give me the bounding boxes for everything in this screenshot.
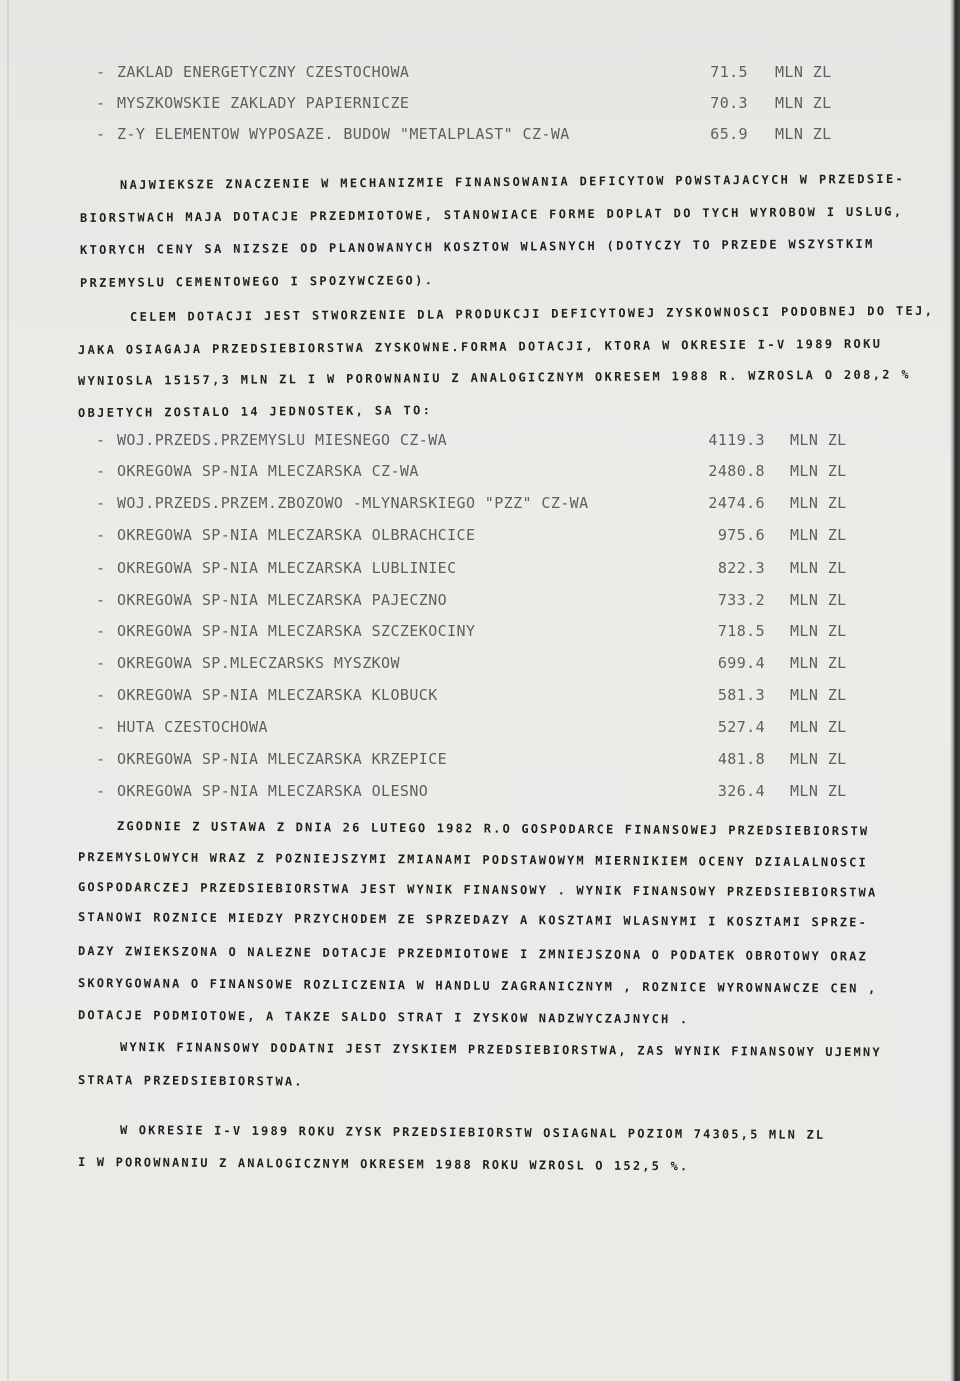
paragraph-line: SKORYGOWANA O FINANSOWE ROZLICZENIA W HANDLU ZAGRANICZNYM , ROZNICE WYROWNAWCZE CEN , bbox=[77, 976, 878, 996]
subsidized-unit-row bbox=[0, 559, 960, 577]
amount-value: 699.4 bbox=[717, 654, 765, 672]
unit-name: OKREGOWA SP-NIA MLECZARSKA OLESNO bbox=[117, 782, 429, 800]
enterprise-row bbox=[0, 63, 960, 81]
amount-unit: MLN ZL bbox=[790, 591, 847, 609]
amount-value: 733.2 bbox=[717, 591, 765, 609]
subsidized-unit-row bbox=[0, 654, 960, 672]
paragraph-line: STRATA PRZEDSIEBIORSTWA. bbox=[77, 1073, 304, 1089]
unit-name: HUTA CZESTOCHOWA bbox=[117, 718, 268, 736]
amount-unit: MLN ZL bbox=[790, 782, 847, 800]
row-dash-marker: - bbox=[96, 431, 106, 449]
paragraph-line: OBJETYCH ZOSTALO 14 JEDNOSTEK, SA TO: bbox=[77, 403, 433, 420]
amount-value: 71.5 bbox=[710, 63, 748, 81]
unit-name: OKREGOWA SP-NIA MLECZARSKA PAJECZNO bbox=[117, 591, 448, 609]
subsidized-unit-row bbox=[0, 750, 960, 768]
amount-unit: MLN ZL bbox=[775, 94, 832, 112]
unit-name: OKREGOWA SP-NIA MLECZARSKA KLOBUCK bbox=[117, 686, 438, 704]
paragraph-line: W OKRESIE I-V 1989 ROKU ZYSK PRZEDSIEBIORSTW OSIAGNAL POZIOM 74305,5 MLN ZL bbox=[119, 1123, 826, 1142]
paragraph-line: DOTACJE PODMIOTOWE, A TAKZE SALDO STRAT I ZYSKOW NADZWYCZAJNYCH . bbox=[77, 1008, 690, 1027]
paragraph-line: STANOWI ROZNICE MIEDZY PRZYCHODEM ZE SPRZEDAZY A KOSZTAMI WLASNYMI I KOSZTAMI SPRZE- bbox=[77, 910, 869, 930]
paragraph-line: JAKA OSIAGAJA PRZEDSIEBIORSTWA ZYSKOWNE.FORMA DOTACJI, KTORA W OKRESIE I-V 1989 ROKU bbox=[77, 336, 883, 357]
subsidized-unit-row bbox=[0, 462, 960, 480]
subsidized-unit-row bbox=[0, 494, 960, 512]
amount-unit: MLN ZL bbox=[790, 718, 847, 736]
row-dash-marker: - bbox=[96, 686, 106, 704]
paragraph-line: PRZEMYSLOWYCH WRAZ Z POZNIEJSZYMI ZMIANAMI PODSTAWOWYM MIERNIKIEM OCENY DZIALALNOSCI bbox=[77, 850, 869, 870]
unit-name: OKREGOWA SP-NIA MLECZARSKA KRZEPICE bbox=[117, 750, 448, 768]
enterprise-row bbox=[0, 94, 960, 112]
row-dash-marker: - bbox=[96, 94, 106, 112]
amount-value: 822.3 bbox=[717, 559, 765, 577]
paragraph-line: WYNIOSLA 15157,3 MLN ZL I W POROWNANIU Z ANALOGICZNYM OKRESEM 1988 R. WZROSLA O 208,2 % bbox=[77, 367, 912, 388]
amount-value: 70.3 bbox=[710, 94, 748, 112]
row-dash-marker: - bbox=[96, 654, 106, 672]
amount-unit: MLN ZL bbox=[790, 622, 847, 640]
row-dash-marker: - bbox=[96, 494, 106, 512]
amount-value: 65.9 bbox=[710, 125, 748, 143]
paragraph-line: NAJWIEKSZE ZNACZENIE W MECHANIZMIE FINANSOWANIA DEFICYTOW POWSTAJACYCH W PRZEDSIE- bbox=[119, 171, 906, 192]
amount-unit: MLN ZL bbox=[790, 686, 847, 704]
subsidized-unit-row bbox=[0, 431, 960, 449]
row-dash-marker: - bbox=[96, 750, 106, 768]
subsidized-unit-row bbox=[0, 591, 960, 609]
enterprise-name: Z-Y ELEMENTOW WYPOSAZE. BUDOW "METALPLAST" CZ-WA bbox=[117, 125, 570, 143]
amount-value: 2474.6 bbox=[708, 494, 765, 512]
amount-unit: MLN ZL bbox=[775, 125, 832, 143]
row-dash-marker: - bbox=[96, 559, 106, 577]
row-dash-marker: - bbox=[96, 591, 106, 609]
amount-unit: MLN ZL bbox=[790, 654, 847, 672]
amount-value: 581.3 bbox=[717, 686, 765, 704]
amount-value: 326.4 bbox=[717, 782, 765, 800]
paragraph-line: BIORSTWACH MAJA DOTACJE PRZEDMIOTOWE, STANOWIACE FORME DOPLAT DO TYCH WYROBOW I USLUG, bbox=[79, 204, 904, 225]
paragraph-line: CELEM DOTACJI JEST STWORZENIE DLA PRODUKCJI DEFICYTOWEJ ZYSKOWNOSCI PODOBNEJ DO TEJ, bbox=[129, 303, 935, 324]
amount-unit: MLN ZL bbox=[790, 526, 847, 544]
amount-value: 527.4 bbox=[717, 718, 765, 736]
unit-name: OKREGOWA SP.MLECZARSKS MYSZKOW bbox=[117, 654, 400, 672]
row-dash-marker: - bbox=[96, 622, 106, 640]
amount-value: 481.8 bbox=[717, 750, 765, 768]
subsidized-unit-row bbox=[0, 686, 960, 704]
subsidized-unit-row bbox=[0, 718, 960, 736]
amount-value: 4119.3 bbox=[708, 431, 765, 449]
paragraph-line: ZGODNIE Z USTAWA Z DNIA 26 LUTEGO 1982 R.O GOSPODARCE FINANSOWEJ PRZEDSIEBIORSTW bbox=[116, 819, 870, 839]
paragraph-line: WYNIK FINANSOWY DODATNI JEST ZYSKIEM PRZEDSIEBIORSTWA, ZAS WYNIK FINANSOWY UJEMNY bbox=[119, 1040, 882, 1060]
row-dash-marker: - bbox=[96, 63, 106, 81]
paragraph-line: DAZY ZWIEKSZONA O NALEZNE DOTACJE PRZEDMIOTOWE I ZMNIEJSZONA O PODATEK OBROTOWY ORAZ bbox=[77, 944, 869, 964]
unit-name: OKREGOWA SP-NIA MLECZARSKA OLBRACHCICE bbox=[117, 526, 476, 544]
amount-unit: MLN ZL bbox=[790, 462, 847, 480]
amount-unit: MLN ZL bbox=[790, 431, 847, 449]
row-dash-marker: - bbox=[96, 782, 106, 800]
amount-unit: MLN ZL bbox=[775, 63, 832, 81]
unit-name: OKREGOWA SP-NIA MLECZARSKA SZCZEKOCINY bbox=[117, 622, 476, 640]
amount-value: 975.6 bbox=[717, 526, 765, 544]
row-dash-marker: - bbox=[96, 125, 106, 143]
paragraph-line: GOSPODARCZEJ PRZEDSIEBIORSTWA JEST WYNIK FINANSOWY . WYNIK FINANSOWY PRZEDSIEBIORSTWA bbox=[77, 880, 878, 900]
row-dash-marker: - bbox=[96, 718, 106, 736]
amount-unit: MLN ZL bbox=[790, 559, 847, 577]
amount-value: 718.5 bbox=[717, 622, 765, 640]
amount-unit: MLN ZL bbox=[790, 750, 847, 768]
subsidized-unit-row bbox=[0, 526, 960, 544]
amount-value: 2480.8 bbox=[708, 462, 765, 480]
enterprise-name: MYSZKOWSKIE ZAKLADY PAPIERNICZE bbox=[117, 94, 410, 112]
subsidized-unit-row bbox=[0, 622, 960, 640]
paragraph-line: I W POROWNANIU Z ANALOGICZNYM OKRESEM 1988 ROKU WZROSL O 152,5 %. bbox=[77, 1155, 690, 1174]
unit-name: OKREGOWA SP-NIA MLECZARSKA LUBLINIEC bbox=[117, 559, 457, 577]
enterprise-name: ZAKLAD ENERGETYCZNY CZESTOCHOWA bbox=[117, 63, 410, 81]
unit-name: WOJ.PRZEDS.PRZEMYSLU MIESNEGO CZ-WA bbox=[117, 431, 448, 449]
paragraph-line: KTORYCH CENY SA NIZSZE OD PLANOWANYCH KOSZTOW WLASNYCH (DOTYCZY TO PRZEDE WSZYSTKIM bbox=[79, 236, 875, 257]
row-dash-marker: - bbox=[96, 462, 106, 480]
unit-name: WOJ.PRZEDS.PRZEM.ZBOZOWO -MLYNARSKIEGO "PZZ" CZ-WA bbox=[117, 494, 589, 512]
row-dash-marker: - bbox=[96, 526, 106, 544]
amount-unit: MLN ZL bbox=[790, 494, 847, 512]
unit-name: OKREGOWA SP-NIA MLECZARSKA CZ-WA bbox=[117, 462, 419, 480]
paragraph-line: PRZEMYSLU CEMENTOWEGO I SPOZYWCZEGO). bbox=[79, 273, 435, 290]
subsidized-unit-row bbox=[0, 782, 960, 800]
enterprise-row bbox=[0, 125, 960, 143]
